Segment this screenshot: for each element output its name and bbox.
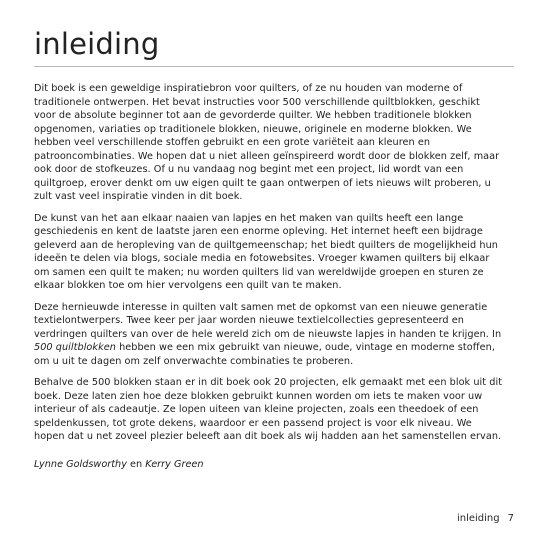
author-connector: en — [126, 458, 146, 470]
author-byline — [34, 458, 504, 472]
body-text — [34, 82, 504, 471]
paragraph-3 — [34, 301, 504, 369]
author-name-1: Lynne Goldsworthy — [34, 458, 127, 470]
page-footer — [457, 512, 514, 526]
page-title: inleiding — [34, 27, 160, 61]
paragraph-3-text-after: hebben we een mix gebruikt van nieuwe, oude, vintage en moderne stoffen, om u uit te dagen om zelf onverwachte combinaties te proberen. — [34, 342, 495, 367]
paragraph-2: De kunst van het aan elkaar naaien van lapjes en het maken van quilts heeft een lange geschiedenis en kent de laatste jaren een enorme opleving. Het internet heeft een bijdrage geleverd aan de heropleving van de quiltgemeenschap; het biedt quilters de mogelijkheid hun ideeën te delen via blogs, sociale media en fotowebsites. Vroeger kwamen quilters bij elkaar om samen een quilt te maken; nu worden quilters lid van wereldwijde groepen en sturen ze elkaar blokken toe om hier vervolgens een quilt van te maken. — [34, 212, 498, 291]
title-divider — [34, 66, 514, 67]
running-footer-section: inleiding — [456, 513, 500, 524]
paragraph-4: Behalve de 500 blokken staan er in dit boek ook 20 projecten, elk gemaakt met een blok uit dit boek. Deze laten zien hoe deze blokken gebruikt kunnen worden om iets te maken voor uw interieur of als cadeautje. Ze lopen uiteen van kleine projecten, zoals een theedoek of een speldenkussen, tot grote dekens, waardoor er een passend project is voor elk niveau. We hopen dat u net zoveel plezier beleeft aan dit boek als wij hadden aan het samenstellen ervan. — [34, 377, 503, 442]
book-title-emphasis: 500 quiltblokken — [34, 342, 116, 353]
paragraph-3-text-before: Deze hernieuwde interesse in quilten valt samen met de opkomst van een nieuwe generatie textielontwerpers. Twee keer per jaar worden nieuwe textielcollecties gepresenteerd en verdringen quilters van over de hele wereld zich om de nieuwste lapjes in handen te krijgen. In — [34, 301, 502, 340]
page-number: 7 — [507, 513, 514, 524]
author-name-2: Kerry Green — [145, 458, 204, 470]
paragraph-1: Dit boek is een geweldige inspiratiebron voor quilters, of ze nu houden van moderne of traditionele ontwerpen. Het bevat instructies voor 500 verschillende quiltblokken, geschikt voor de absolute beginner tot aan de gevorderde quilter. We hebben traditionele blokken opgenomen, variaties op traditionele blokken, nieuwe, originele en moderne blokken. We hebben veel verschillende stoffen gebruikt en een grote variëteit aan kleuren en patrooncombinaties. We hopen dat u niet alleen geïnspireerd wordt door de blokken zelf, maar ook door de stofkeuzes. Of u nu vandaag nog begint met een project, lid wordt van een quiltgroep, erover denkt om uw eigen quilt te gaan ontwerpen of iets nieuws wilt proberen, u zult vast veel inspiratie vinden in dit boek. — [34, 83, 500, 202]
